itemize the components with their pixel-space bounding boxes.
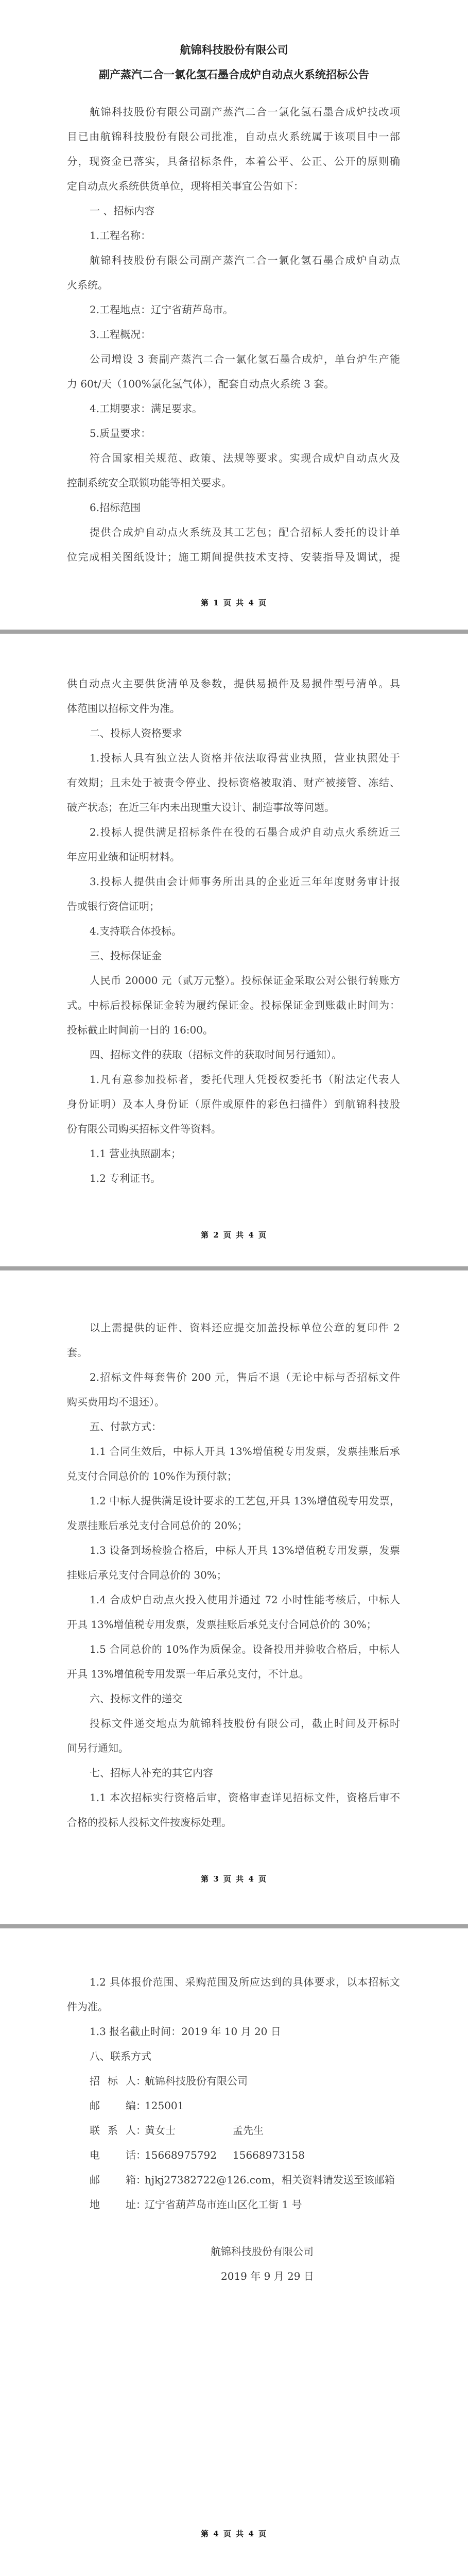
page-1 <box>0 0 468 630</box>
paragraph <box>67 1439 400 1488</box>
text-line: 1.3 报名截止时间：2019 年 10 月 20 日 <box>90 2025 281 2038</box>
page-body <box>67 99 400 569</box>
text-line: 1.1 本次招标实行资格后审，资格审查详见招标文件，资格后审不 <box>90 1791 400 1804</box>
text-line: 航锦科技股份有限公司副产蒸汽二合一氯化氢石墨合成炉技改项 <box>90 106 400 118</box>
text-line: 告或银行资信证明； <box>67 900 160 912</box>
paragraph <box>67 820 400 869</box>
paragraph <box>67 943 400 968</box>
page-3 <box>0 1270 468 1924</box>
text-line: 供自动点火主要供货清单及参数，提供易损件及易损件型号清单。具 <box>67 677 400 690</box>
text-line: 火系统。 <box>67 279 108 291</box>
contact-row <box>67 2118 400 2143</box>
contact-colon: ： <box>136 2075 146 2087</box>
paragraph <box>67 1414 400 1439</box>
text-line: 1.1 营业执照副本； <box>90 1147 182 1160</box>
paragraph <box>67 1760 400 1785</box>
text-line: 目已由航锦科技股份有限公司批准，自动点火系统属于该项目中一部 <box>67 130 400 143</box>
text-line: 1.工程名称： <box>90 229 151 242</box>
text-line: 件为准。 <box>67 2001 108 2013</box>
paragraph <box>67 1587 400 1637</box>
paragraph <box>67 2019 400 2044</box>
paragraph <box>67 1970 400 2019</box>
text-line: 公司增设 3 套副产蒸汽二合一氯化氢石墨合成炉，单台炉生产能 <box>90 353 400 365</box>
page-body <box>67 1970 400 2069</box>
contact-value: 辽宁省葫芦岛市连山区化工街 1 号 <box>145 2198 302 2211</box>
text-line: 3.工程概况： <box>90 328 151 341</box>
contact-label: 地址 <box>90 2198 136 2211</box>
contact-colon: ： <box>136 2124 146 2137</box>
contact-row <box>67 2143 400 2167</box>
page-content <box>67 1970 400 2217</box>
contact-value: 航锦科技股份有限公司 <box>145 2075 248 2087</box>
paragraph <box>67 495 400 520</box>
text-line: 4.支持联合体投标。 <box>90 925 182 937</box>
text-line: 控制系统安全联锁功能等相关要求。 <box>67 477 232 489</box>
contact-label: 电话 <box>90 2149 136 2161</box>
text-line: 购买费用均不退还）。 <box>67 1396 165 1408</box>
text-line: 力 60t/天（100%氯化氢气体），配套自动点火系统 3 套。 <box>67 378 335 390</box>
text-line: 提供合成炉自动点火系统及其工艺包；配合招标人委托的设计单 <box>90 526 400 538</box>
text-line: 1.4 合成炉自动点火投入使用并通过 72 小时性能考核后，中标人 <box>90 1594 400 1606</box>
contact-colon: ： <box>136 2149 146 2161</box>
text-line: 年应用业绩和证明材料。 <box>67 851 180 863</box>
paragraph <box>67 1686 400 1711</box>
page-2 <box>0 634 468 1266</box>
text-line: 以上需提供的证件、资料还应提交加盖投标单位公章的复印件 2 <box>90 1321 400 1334</box>
paragraph <box>67 1785 400 1835</box>
paragraph <box>67 721 400 745</box>
text-line: 体范围以招标文件为准。 <box>67 702 180 715</box>
text-line: 1.5 合同总价的 10%作为质保金。设备投用并验收合格后，中标人 <box>90 1643 400 1655</box>
page-content <box>67 671 400 1191</box>
paragraph <box>67 1365 400 1414</box>
text-line: 发票挂账后承兑支付合同总价的 20%； <box>67 1519 248 1532</box>
contact-label: 联系人 <box>90 2124 136 2137</box>
contact-value-secondary: 15668973158 <box>233 2149 305 2161</box>
contact-value: 黄女士 <box>145 2124 176 2137</box>
paragraph <box>67 1711 400 1760</box>
contact-colon: ： <box>136 2099 146 2112</box>
paragraph <box>67 198 400 223</box>
signature-company: 航锦科技股份有限公司 <box>211 2245 314 2258</box>
paragraph <box>67 919 400 943</box>
text-line: 六、投标文件的递交 <box>90 1692 182 1705</box>
text-line: 兑支付合同总价的 10%作为预付款； <box>67 1470 237 1482</box>
text-line: 5.质量要求： <box>90 427 151 439</box>
text-line: 有效期；且未处于被责令停业、投标资格被取消、财产被接管、冻结、 <box>67 776 400 789</box>
text-line: 七、招标人补充的其它内容 <box>90 1767 213 1779</box>
paragraph <box>67 671 400 721</box>
text-line: 1.凡有意参加投标者，委托代理人凭授权委托书（附法定代表人 <box>90 1073 400 1086</box>
text-line: 身份证明）及本人身份证（原件或原件的彩色扫描件）到航锦科技股 <box>67 1098 400 1110</box>
paragraph <box>67 745 400 820</box>
text-line: 开具 13%增值税专用发票一年后承兑支付，不计息。 <box>67 1668 309 1680</box>
paragraph <box>67 1166 400 1191</box>
paragraph <box>67 1488 400 1538</box>
paragraph <box>67 1042 400 1067</box>
paragraph <box>67 99 400 198</box>
paragraph <box>67 968 400 1042</box>
text-line: 6.招标范围 <box>90 501 141 514</box>
text-line: 份有限公司购买招标文件等资料。 <box>67 1123 221 1135</box>
contact-colon: ： <box>136 2198 146 2211</box>
text-line: 2.招标文件每套售价 200 元，售后不退（无论中标与否招标文件 <box>90 1371 400 1383</box>
text-line: 1.投标人具有独立法人资格并依法取得营业执照，营业执照处于 <box>90 752 400 764</box>
text-line: 挂账后承兑支付合同总价的 30%； <box>67 1569 227 1581</box>
paragraph <box>67 396 400 421</box>
paragraph <box>67 297 400 322</box>
paragraph <box>67 248 400 297</box>
text-line: 1.2 中标人提供满足设计要求的工艺包,开具 13%增值税专用发票， <box>90 1495 400 1507</box>
text-line: 1.2 专利证书。 <box>90 1172 161 1184</box>
text-line: 投标截止时间前一日的 16:00。 <box>67 1024 213 1036</box>
text-line: 投标文件递交地点为航锦科技股份有限公司，截止时间及开标时 <box>90 1717 400 1730</box>
paragraph <box>67 1141 400 1166</box>
contact-row <box>67 2192 400 2217</box>
paragraph <box>67 2044 400 2069</box>
paragraph <box>67 1315 400 1365</box>
text-line: 四、招标文件的获取（招标文件的获取时间另行通知）。 <box>90 1048 342 1061</box>
contact-label: 招标人 <box>90 2075 136 2087</box>
contact-label: 邮编 <box>90 2099 136 2112</box>
paragraph <box>67 869 400 919</box>
text-line: 1.2 具体报价范围、采购范围及所应达到的具体要求，以本招标文 <box>90 1976 400 1988</box>
text-line: 合格的投标人投标文件按废标处理。 <box>67 1816 232 1828</box>
text-line: 定自动点火系统供货单位，现将相关事宜公告如下： <box>67 180 304 192</box>
text-line: 分，现资金已落实，具备招标条件，本着公平、公正、公开的原则确 <box>67 155 400 167</box>
page-footer: 第 3 页 共 4 页 <box>201 1874 267 1884</box>
text-line: 1.3 设备到场检验合格后，中标人开具 13%增值税专用发票，发票 <box>90 1544 400 1556</box>
document-subtitle: 副产蒸汽二合一氯化氢石墨合成炉自动点火系统招标公告 <box>99 68 369 81</box>
text-line: 式。中标后投标保证金转为履约保证金。投标保证金到账截止时间为： <box>67 999 400 1011</box>
text-line: 八、联系方式 <box>90 2050 151 2062</box>
paragraph <box>67 421 400 446</box>
page-body <box>67 1315 400 1835</box>
text-line: 套。 <box>67 1346 88 1359</box>
paragraph <box>67 1538 400 1587</box>
contact-row <box>67 2167 400 2192</box>
text-line: 三、投标保证金 <box>90 950 162 962</box>
paragraph <box>67 223 400 248</box>
paragraph <box>67 1637 400 1686</box>
contact-label: 邮箱 <box>90 2174 136 2186</box>
contact-value-secondary: 孟先生 <box>233 2124 264 2137</box>
contact-colon: ： <box>136 2174 146 2186</box>
text-line: 二、投标人资格要求 <box>90 727 182 739</box>
text-line: 航锦科技股份有限公司副产蒸汽二合一氯化氢石墨合成炉自动点 <box>90 254 400 266</box>
contact-value: 125001 <box>145 2099 184 2112</box>
page-content <box>67 38 400 569</box>
text-line: 间另行通知。 <box>67 1742 129 1754</box>
paragraph <box>67 322 400 347</box>
contact-list <box>67 2069 400 2217</box>
text-line: 1.1 合同生效后，中标人开具 13%增值税专用发票，发票挂账后承 <box>90 1445 400 1458</box>
text-line: 2.投标人提供满足招标条件在役的石墨合成炉自动点火系统近三 <box>90 826 400 838</box>
text-line: 人民币 20000 元（贰万元整）。投标保证金采取公对公银行转账方 <box>90 974 400 987</box>
contact-value: hjkj27382722@126.com，相关资料请发送至该邮箱 <box>145 2174 395 2186</box>
text-line: 一 、招标内容 <box>90 205 155 217</box>
text-line: 2.工程地点：辽宁省葫芦岛市。 <box>90 303 234 316</box>
signature-date: 2019 年 9 月 29 日 <box>221 2270 314 2282</box>
contact-row <box>67 2069 400 2093</box>
text-line: 3.投标人提供由会计师事务所出具的企业近三年年度财务审计报 <box>90 875 400 888</box>
paragraph <box>67 446 400 495</box>
paragraph <box>67 347 400 396</box>
text-line: 破产状态；在近三年内未出现重大设计、制造事故等问题。 <box>67 801 335 814</box>
page-body <box>67 671 400 1191</box>
page-footer: 第 1 页 共 4 页 <box>201 598 267 607</box>
text-line: 符合国家相关规范、政策、法规等要求。实现合成炉自动点火及 <box>90 452 400 464</box>
page-content <box>67 1315 400 1835</box>
text-line: 五、付款方式： <box>90 1420 162 1433</box>
text-line: 位完成相关图纸设计；施工期间提供技术支持、安装指导及调试，提 <box>67 551 400 563</box>
page-footer: 第 4 页 共 4 页 <box>201 2529 267 2538</box>
text-line: 4.工期要求：满足要求。 <box>90 402 203 415</box>
document-title: 航锦科技股份有限公司 <box>180 43 288 56</box>
page-4 <box>0 1928 468 2576</box>
page-footer: 第 2 页 共 4 页 <box>201 1230 267 1240</box>
text-line: 开具 13%增值税专用发票，发票挂账后承兑支付合同总价的 30%； <box>67 1618 377 1631</box>
paragraph <box>67 520 400 569</box>
paragraph <box>67 1067 400 1141</box>
contact-value: 15668975792 <box>145 2149 217 2161</box>
contact-row <box>67 2093 400 2118</box>
